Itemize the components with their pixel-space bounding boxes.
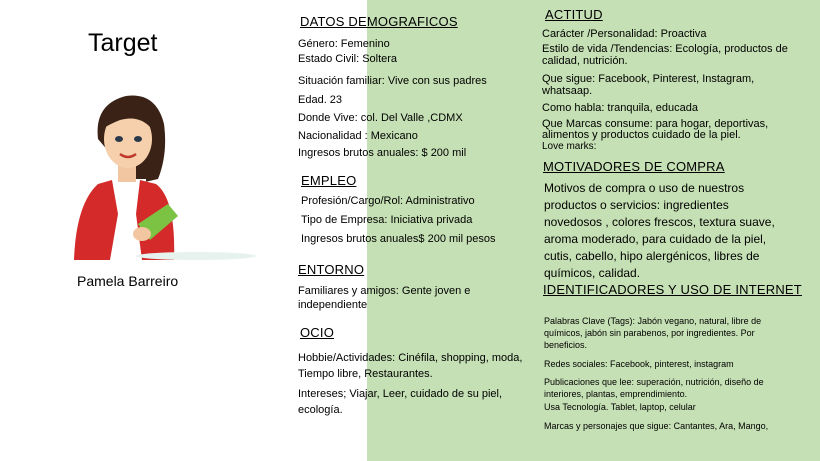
marcas-consume: Que Marcas consume: para hogar, deportivas, alimentos y productos cuidado de la piel. — [542, 118, 769, 141]
ocio-heading: OCIO — [300, 325, 335, 340]
profesion: Profesión/Cargo/Rol: Administrativo — [301, 195, 475, 207]
ingresos-brutos: Ingresos brutos anuales: $ 200 mil — [298, 147, 467, 159]
caracter: Carácter /Personalidad: Proactiva — [542, 28, 707, 40]
motivadores-text: Motivos de compra o uso de nuestros productos o servicios: ingredientes novedosos , colores frescos, textura suave, aroma moderado, para cuidado de la piel, cutis, cabello, hipo alergénicos, libres de químicos, calidad. — [544, 181, 775, 280]
persona-name: Pamela Barreiro — [77, 273, 179, 289]
estado-civil: Estado Civil: Soltera — [298, 53, 398, 65]
estilo-de-vida: Estilo de vida /Tendencias: Ecología, productos de calidad, nutrición. — [542, 43, 788, 67]
que-sigue: Que sigue: Facebook, Pinterest, Instagram, whatsaap. — [542, 73, 755, 97]
motivadores-heading: MOTIVADORES DE COMPRA — [543, 159, 725, 174]
love-marks: Love marks: — [542, 141, 597, 152]
demograficos-heading: DATOS DEMOGRAFICOS — [300, 14, 458, 29]
intereses: Intereses; Viajar, Leer, cuidado de su piel, ecología. — [298, 388, 503, 416]
marcas-personajes: Marcas y personajes que sigue: Cantantes, Ara, Mango, — [544, 421, 769, 431]
internet-heading: IDENTIFICADORES Y USO DE INTERNET — [543, 282, 802, 297]
persona-illustration — [46, 84, 263, 260]
como-habla: Como habla: tranquila, educada — [542, 102, 698, 114]
empleo-ingresos: Ingresos brutos anuales$ 200 mil pesos — [301, 233, 496, 245]
situacion-familiar: Situación familiar: Vive con sus padres — [298, 75, 487, 87]
edad: Edad. 23 — [298, 94, 343, 106]
entorno-heading: ENTORNO — [298, 262, 365, 277]
usa-tecnologia: Usa Tecnología. Tablet, laptop, celular — [544, 402, 696, 412]
publicaciones: Publicaciones que lee: superación, nutrición, diseño de interiores, plantas, emprendimiento. — [544, 377, 764, 399]
genero: Género: Femenino — [298, 38, 390, 50]
woman-avatar-icon — [46, 84, 263, 260]
familiares-amigos: Familiares y amigos: Gente joven e independiente — [298, 285, 471, 311]
nacionalidad: Nacionalidad : Mexicano — [298, 130, 418, 142]
tipo-empresa: Tipo de Empresa: Iniciativa privada — [301, 214, 473, 226]
redes-sociales: Redes sociales: Facebook, pinterest, instagram — [544, 359, 734, 369]
hobbies: Hobbie/Actividades: Cinéfila, shopping, moda, Tiempo libre, Restaurantes. — [298, 352, 523, 380]
empleo-heading: EMPLEO — [301, 173, 357, 188]
palabras-clave: Palabras Clave (Tags): Jabón vegano, natural, libre de químicos, jabón sin parabenos, por ingredientes. Por beneficios. — [544, 316, 762, 350]
actitud-heading: ACTITUD — [545, 7, 603, 22]
page-title: Target — [88, 29, 158, 57]
donde-vive: Donde Vive: col. Del Valle ,CDMX — [298, 112, 463, 124]
